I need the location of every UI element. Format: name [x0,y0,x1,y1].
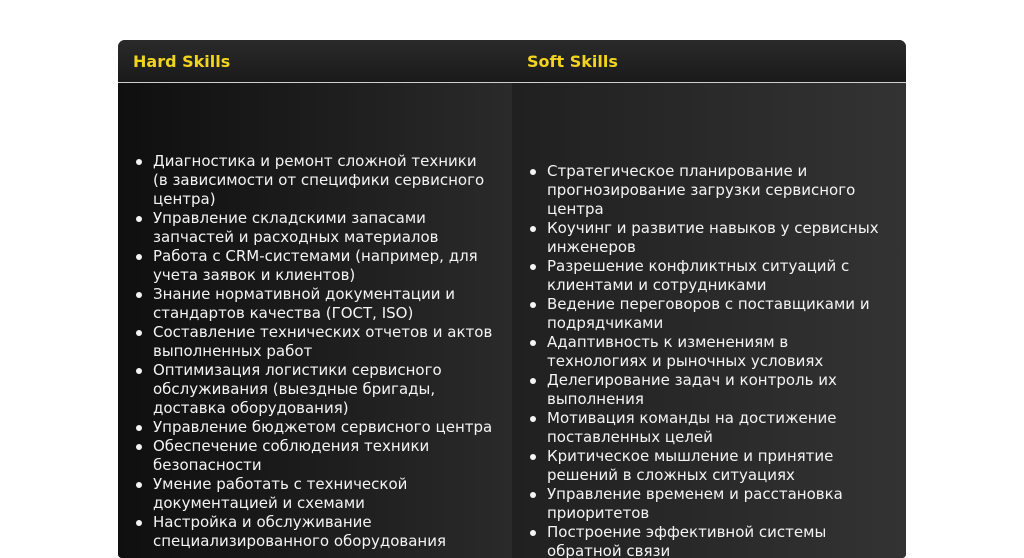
hard-skill-item: Управление складскими запасами запчастей и расходных материалов [153,209,493,247]
soft-skill-item: Ведение переговоров с поставщиками и подрядчиками [547,295,887,333]
soft-skill-item: Разрешение конфликтных ситуаций с клиентами и сотрудниками [547,257,887,295]
soft-skill-item: Адаптивность к изменениям в технологиях и рыночных условиях [547,333,887,371]
soft-skill-item: Стратегическое планирование и прогнозирование загрузки сервисного центра [547,162,887,219]
hard-skill-item: Обеспечение соблюдения техники безопасности [153,437,493,475]
hard-skill-item: Работа с CRM-системами (например, для учета заявок и клиентов) [153,247,493,285]
table-header [118,40,906,83]
skills-table [118,40,906,558]
hard-skill-item: Составление технических отчетов и актов выполненных работ [153,323,493,360]
soft-skills-list [547,162,887,558]
hard-skills-header: Hard Skills [133,52,231,71]
soft-skill-item: Коучинг и развитие навыков у сервисных инженеров [547,219,887,257]
soft-skill-item: Мотивация команды на достижение поставленных целей [547,409,887,447]
soft-skill-item: Делегирование задач и контроль их выполнения [547,371,887,409]
hard-skills-list [153,152,493,551]
hard-skill-item: Настройка и обслуживание специализированного оборудования [153,513,493,551]
hard-skill-item: Управление бюджетом сервисного центра [153,418,493,436]
soft-skill-item: Построение эффективной системы обратной связи [547,523,887,558]
soft-skill-item: Критическое мышление и принятие решений в сложных ситуациях [547,447,887,485]
hard-skill-item: Знание нормативной документации и стандартов качества (ГОСТ, ISO) [153,285,493,323]
soft-skills-column [512,83,906,558]
hard-skill-item: Оптимизация логистики сервисного обслуживания (выездные бригады, доставка оборудования) [153,361,493,418]
soft-skills-header: Soft Skills [527,52,618,71]
hard-skills-column [118,83,512,558]
hard-skill-item: Диагностика и ремонт сложной техники (в зависимости от специфики сервисного центра) [153,152,493,209]
soft-skill-item: Управление временем и расстановка приоритетов [547,485,887,523]
hard-skill-item: Умение работать с технической документацией и схемами [153,475,493,513]
